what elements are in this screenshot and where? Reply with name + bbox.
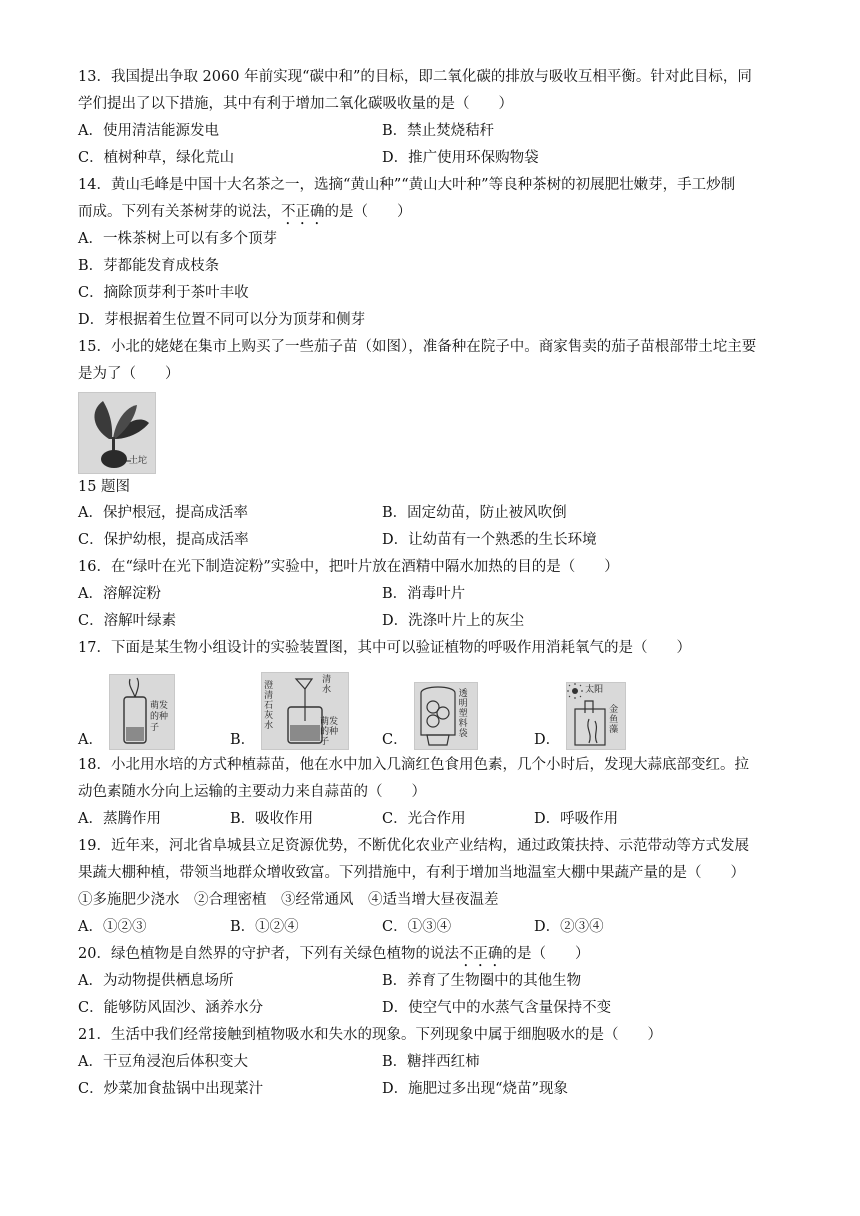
question-15-option-c: C．保护幼根，提高成活率	[78, 532, 249, 548]
figure-caption: 15 题图	[78, 479, 131, 495]
figure-label: 太阳	[585, 685, 604, 695]
question-21-option-b: B．糖拌西红柿	[382, 1054, 480, 1070]
question-16-option-a: A．溶解淀粉	[78, 586, 161, 602]
question-15	[78, 334, 790, 554]
emphasis-text: 不正确	[458, 946, 503, 962]
question-15-option-d: D．让幼苗有一个熟悉的生长环境	[382, 532, 597, 548]
question-19-stem-line-1: 19．近年来，河北省阜城县立足资源优势，不断优化农业产业结构，通过政策扶持、示范带动等方式发展	[78, 838, 749, 854]
question-16-option-d: D．洗涤叶片上的灰尘	[382, 613, 525, 629]
apparatus-c-figure	[414, 682, 478, 750]
apparatus-b-figure	[261, 672, 349, 750]
question-16	[78, 554, 790, 635]
question-14-stem-line-2	[78, 199, 790, 226]
question-17	[78, 635, 790, 750]
question-20-stem-text: 20．绿色植物是自然界的守护者，下列有关绿色植物的说法	[78, 946, 459, 962]
question-13-option-c: C．植树种草，绿化荒山	[78, 150, 235, 166]
question-18-option-b: B．吸收作用	[230, 811, 314, 827]
question-21-stem-line-1: 21．生活中我们经常接触到植物吸水和失水的现象。下列现象中属于细胞吸水的是（ ）	[78, 1027, 662, 1043]
question-13-option-a: A．使用清洁能源发电	[78, 123, 219, 139]
question-14-option-d: D．芽根据着生位置不同可以分为顶芽和侧芽	[78, 312, 366, 328]
question-20-option-c: C．能够防风固沙、涵养水分	[78, 1000, 264, 1016]
figure-label: 透明塑料袋	[458, 689, 468, 739]
question-14-stem-text: 而成。下列有关茶树芽的说法，	[78, 204, 281, 220]
exam-page	[78, 64, 790, 1103]
figure-label: 清水	[322, 675, 332, 695]
question-20	[78, 941, 790, 1022]
question-14-option-b: B．芽都能发育成枝条	[78, 258, 220, 274]
option-label: A．	[78, 732, 103, 748]
question-19	[78, 833, 790, 941]
question-21-option-d: D．施肥过多出现“烧苗”现象	[382, 1081, 568, 1097]
question-21-option-c: C．炒菜加食盐锅中出现菜汁	[78, 1081, 264, 1097]
question-14	[78, 172, 790, 334]
option-label: C．	[382, 732, 408, 748]
question-17-option-b	[230, 672, 382, 750]
eggplant-seedling-figure	[78, 392, 156, 474]
question-17-option-c	[382, 682, 534, 750]
option-label: D．	[534, 732, 561, 748]
question-19-option-c: C．①③④	[382, 919, 452, 935]
question-15-option-b: B．固定幼苗，防止被风吹倒	[382, 505, 567, 521]
question-18-option-d: D．呼吸作用	[534, 811, 619, 827]
option-label: B．	[230, 732, 256, 748]
question-17-stem-line-1: 17．下面是某生物小组设计的实验装置图，其中可以验证植物的呼吸作用消耗氧气的是（ ）	[78, 640, 691, 656]
question-20-stem-end: 的是（ ）	[502, 946, 590, 962]
question-19-option-b: B．①②④	[230, 919, 299, 935]
question-20-option-d: D．使空气中的水蒸气含量保持不变	[382, 1000, 612, 1016]
question-16-option-b: B．消毒叶片	[382, 586, 466, 602]
question-13-option-b: B．禁止焚烧秸秆	[382, 123, 495, 139]
question-14-option-c: C．摘除顶芽利于茶叶丰收	[78, 285, 249, 301]
question-17-option-d	[534, 682, 686, 750]
question-21	[78, 1022, 790, 1103]
question-18	[78, 752, 790, 833]
figure-label: 土坨	[129, 456, 148, 466]
question-16-stem-line-1: 16．在“绿叶在光下制造淀粉”实验中，把叶片放在酒精中隔水加热的目的是（ ）	[78, 559, 619, 575]
figure-label: 金鱼藻	[609, 705, 619, 735]
question-18-option-a: A．蒸腾作用	[78, 811, 161, 827]
question-16-option-c: C．溶解叶绿素	[78, 613, 177, 629]
question-13-stem-line-2: 学们提出了以下措施，其中有利于增加二氧化碳吸收量的是（ ）	[78, 96, 513, 112]
figure-label: 萌发的种子	[320, 717, 339, 747]
question-21-option-a: A．干豆角浸泡后体积变大	[78, 1054, 248, 1070]
question-20-option-a: A．为动物提供栖息场所	[78, 973, 234, 989]
question-19-stem-line-2: 果蔬大棚种植，带领当地群众增收致富。下列措施中，有利于增加当地温室大棚中果蔬产量的是（ ）	[78, 865, 745, 881]
question-14-stem-end: 的是（ ）	[324, 204, 412, 220]
question-18-stem-line-1: 18．小北用水培的方式种植蒜苗，他在水中加入几滴红色食用色素，几个小时后，发现大蒜底部变红。拉	[78, 757, 749, 773]
emphasis-text: 不正确	[281, 204, 325, 220]
question-18-stem-line-2: 动色素随水分向上运输的主要动力来自蒜苗的（ ）	[78, 784, 426, 800]
apparatus-a-figure	[109, 674, 175, 750]
question-15-stem-line-1: 15．小北的姥姥在集市上购买了一些茄子苗（如图），准备种在院子中。商家售卖的茄子苗根部带土坨主要	[78, 339, 757, 355]
apparatus-d-figure	[566, 682, 626, 750]
question-15-stem-line-2: 是为了（ ）	[78, 366, 180, 382]
question-15-option-a: A．保护根冠，提高成活率	[78, 505, 248, 521]
question-13-option-d: D．推广使用环保购物袋	[382, 150, 539, 166]
question-14-option-a: A．一株茶树上可以有多个顶芽	[78, 231, 277, 247]
figure-label: 萌发的种子	[149, 701, 168, 733]
question-13-stem-line-1: 13．我国提出争取 2060 年前实现“碳中和”的目标，即二氧化碳的排放与吸收互相平衡。针对此目标，同	[78, 69, 752, 85]
question-14-stem-line-1: 14．黄山毛峰是中国十大名茶之一，选摘“黄山种”“黄山大叶种”等良种茶树的初展肥壮嫩芽，手工炒制	[78, 177, 736, 193]
question-17-option-a	[78, 674, 230, 750]
question-20-stem-line-1	[78, 941, 790, 968]
question-18-option-c: C．光合作用	[382, 811, 466, 827]
question-20-option-b: B．养育了生物圈中的其他生物	[382, 973, 582, 989]
question-13	[78, 64, 790, 172]
question-19-option-d: D．②③④	[534, 919, 604, 935]
question-19-option-a: A．①②③	[78, 919, 147, 935]
figure-label: 澄清石灰水	[264, 681, 274, 731]
question-19-measures: ①多施肥少浇水 ②合理密植 ③经常通风 ④适当增大昼夜温差	[78, 892, 499, 908]
